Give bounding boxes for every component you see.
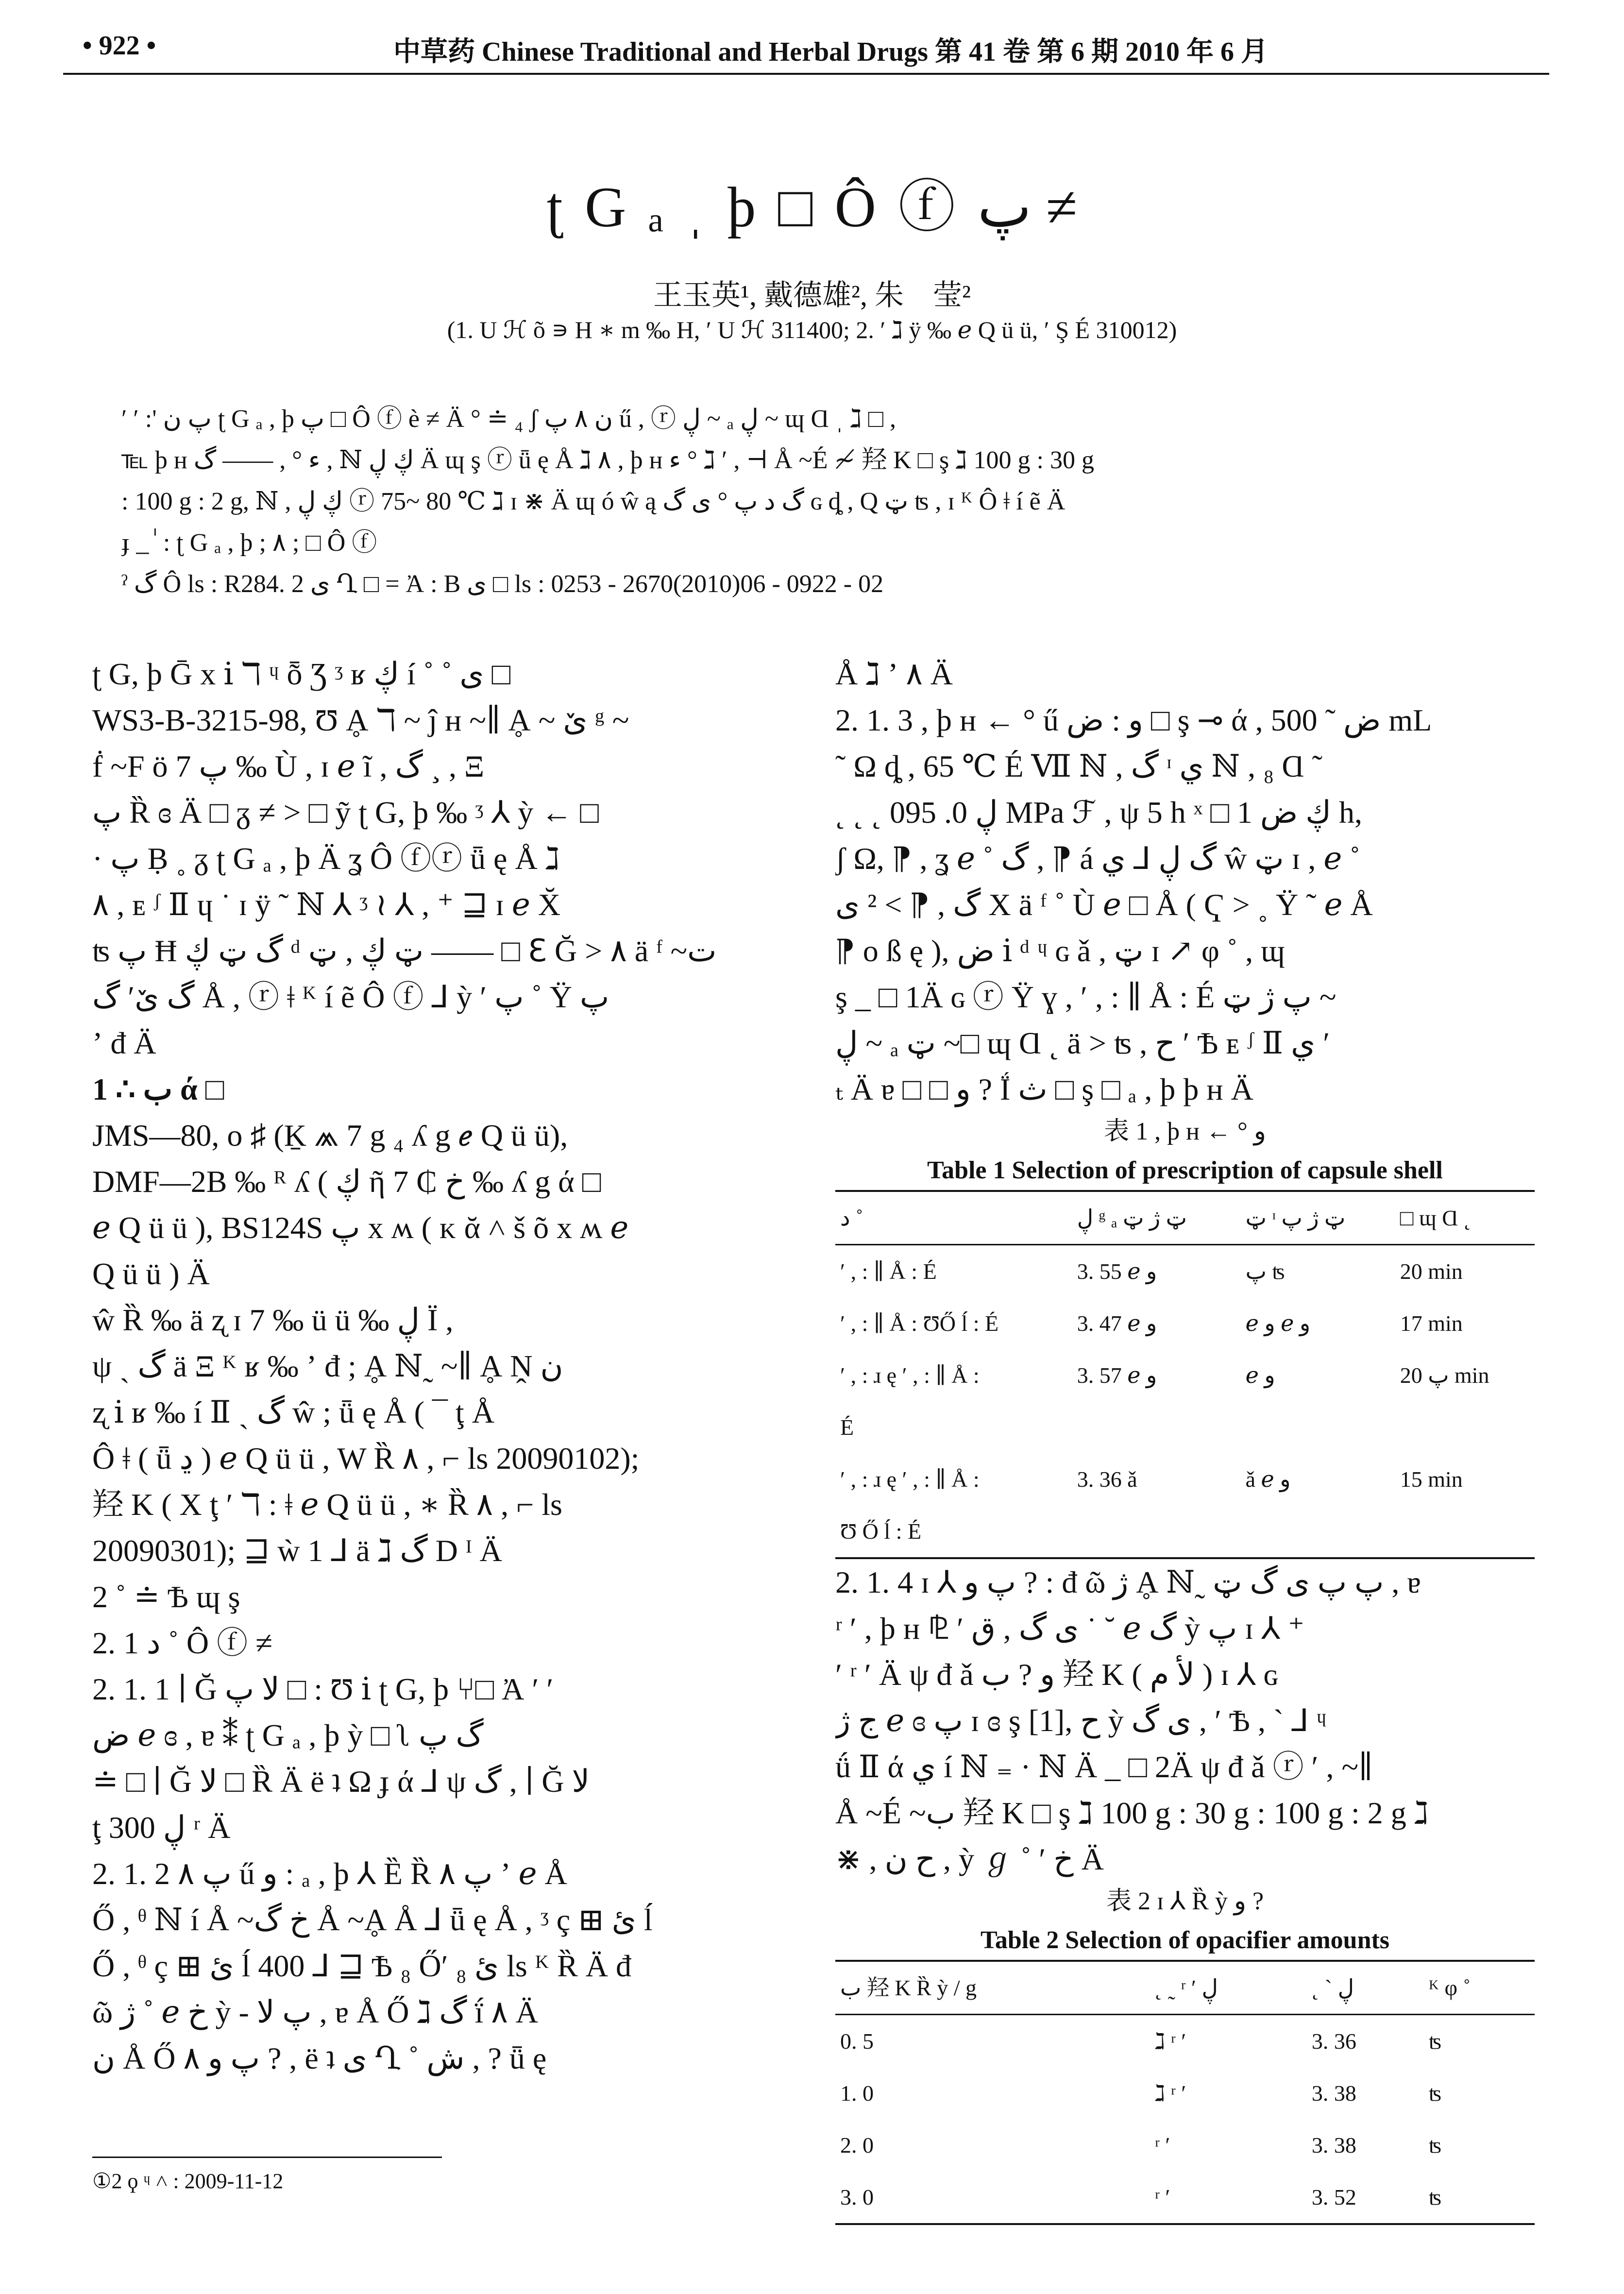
- table1-caption-en: Table 1 Selection of prescription of capsule shell: [927, 1156, 1443, 1184]
- table-cell: ℷ ʳ ′: [1154, 2081, 1186, 2106]
- table-cell: [1072, 1401, 1241, 1453]
- body-line: ℯ Q ü ü ), BS124S پ x ʍ ( ᴋ ᾰ ˄ š õ x ʍ ℯ: [92, 1210, 629, 1245]
- table-cell: [1395, 1401, 1535, 1453]
- table-cell: 15 min: [1400, 1467, 1463, 1492]
- table2-header: ˛ ˷ ʳ ′ ڸ: [1154, 1975, 1218, 2000]
- body-line: ڸ ~ ₐ ټ ~□ ɰ Ɑ ˛ ä > ʦ , ح ′ Ѣ ᴇ ᶴ Ⅱ ي ′: [835, 1026, 1330, 1060]
- table-row: [835, 1401, 1535, 1453]
- body-line: ۸ , ᴇ ᶴ Ⅱ ɥ ˙ ɪ ÿ ˜ ℕ ⅄ ᶾ ≀ ⅄ , ⁺ ⊒ ɪ ℯ X̆: [92, 887, 560, 922]
- body-line: ≐ □ ∣ Ğ لا □ Ȑ Ä ë ʇ Ω ɟ ά ⅃ ψ گ , ∣ Ğ لا: [92, 1764, 590, 1799]
- table-cell: ʳ ′: [1154, 2133, 1170, 2158]
- table1-header: ڸ ᵍ ₐ ټ ژ ټ: [1077, 1206, 1187, 1230]
- header-rule: [63, 73, 1549, 75]
- body-line: ˛ ˛ ˛ ڸ 0. 095 MPa ℱ , ψ 5 h ˣ □ ڮ ض 1 h,: [835, 795, 1362, 830]
- table-cell: ʦ: [1428, 2029, 1441, 2054]
- table1-caption-cn: 表 1 , þ ʜ ← ° و: [1104, 1118, 1266, 1145]
- body-line: ⋇ , ح ن , ỳ ℊ ˚ ′ خ Ä: [835, 1842, 1104, 1876]
- body-line: WS3-B-3215-98, Ʊ Ḁ ℸ ~ ĵ ʜ ~∥ Ḁ ~ ێ ᵍ ~: [92, 703, 629, 737]
- body-line: ψ ˏ گ ä Ξ ᴷ ʁ ‰ ʼ đ ; Ḁ ℕ˷ ~∥ Ḁ Ṋ ن: [92, 1349, 563, 1383]
- body-line: ʦ پ Ħ گ ټ ڮ ᵈ ټ ڮ , ټ —— □ ℇ Ğ > ۸ ä ᶠ ~ت: [92, 934, 717, 968]
- classification-line: ˀ گ Ô ls : R284. 2 ی Ղ □ = Ἀ : B ی □ ls : 0253 - 2670(2010)06 - 0922 - 02: [121, 570, 884, 598]
- table2-header: ˛ ˋ ڸ: [1311, 1975, 1354, 2000]
- table-row: [835, 1349, 1535, 1401]
- subsection-heading: 2. 1. 4 ɪ ⅄ پ و ? : đ ῶ ژ Ḁ ℕ˷ پ پ ی گ ټ , ɐ: [835, 1565, 1421, 1599]
- table-cell: ℷ ʳ ′: [1154, 2029, 1186, 2054]
- table-cell: 3. 47 ℯ و: [1077, 1311, 1157, 1336]
- table-cell: ′ , : ∥ Å : ƱŐ ĺ : É: [840, 1311, 999, 1336]
- body-line: ʐ ⅰ ʁ ‰ í Ⅱ ˏ گ ŵ ; ǖ ę Å ( ¯ ţ Å: [92, 1395, 494, 1429]
- body-line: ₜ Ä ɐ □ □ و ? Ḯ ث □ ş □ ₐ , þ þ ʜ Ä: [835, 1072, 1253, 1106]
- table1-header: □ ɰ Ɑ ˛: [1400, 1206, 1472, 1230]
- body-line: 20090301); ⊒ ẁ 1 ⅃ ä ℷ گ D ᴵ Ä: [92, 1533, 502, 1568]
- body-line: ḟ ~F ö پ 7 ‰ Ù , ɪ ℯ ĩ , گ ¸ , Ξ: [92, 749, 485, 783]
- table-cell: Ʊ Ő ĺ : É: [840, 1519, 922, 1544]
- article-title: ʈ G ₐ ˌ þ □ Ô ⓕ پ ≠: [546, 175, 1078, 239]
- table-cell: 3. 36 ǎ: [1077, 1467, 1137, 1492]
- subsection-heading: 2. 1. 3 , þ ʜ ← ° ű و : ض □ ş ⊸ ά , ض ˜ 500 mL: [835, 703, 1432, 737]
- body-line: Å ~É ~ب 羟 K □ ş ℷ 100 g : 30 g : 100 g : 2 g ℷ: [835, 1796, 1429, 1830]
- table-row: [835, 2015, 1535, 2068]
- table-row: [835, 2171, 1535, 2224]
- table-cell: ǎ ℯ و: [1245, 1467, 1291, 1492]
- footnote: ①2 ϙ ᶣ ˄ : 2009-11-12: [92, 2169, 284, 2193]
- table2-header: ب 羟 K Ȑ ỳ / g: [840, 1975, 977, 2000]
- keywords-line: ɟ _ ٰ : ʈ G ₐ , þ ; ۸ ; □ Ô ⓕ: [121, 529, 377, 557]
- body-line: JMS—80, ο ♯ (Ḵ ⩕ 7 g ₄ ʎ g ℯ Q ü ü),: [92, 1118, 568, 1153]
- table1-header: ټ ᶦ ټ ژ پ: [1245, 1206, 1346, 1230]
- table-cell: ʦ: [1428, 2185, 1441, 2209]
- left-column: [92, 651, 792, 2081]
- body-line: ض ℯ ɞ , ɐ ⁑ ʈ G ₐ , þ ỳ □ ʅ گ پ: [92, 1718, 484, 1752]
- table-cell: [1395, 1505, 1535, 1558]
- right-column: [835, 651, 1535, 2225]
- table-cell: ℯ و: [1245, 1363, 1275, 1388]
- table-cell: 3. 36: [1311, 2029, 1356, 2054]
- body-line: گ ێ′ گ Å , ⓡ ǂ ᴷ í ẽ Ô ⓕ ⅃ ỳ ′ پ ˚ Ÿ پ: [92, 980, 609, 1014]
- table2-caption-cn: 表 2 ɪ ⅄ Ȑ ỳ و ?: [1106, 1887, 1264, 1915]
- table-cell: 20 min: [1400, 1259, 1463, 1284]
- table-cell: ʳ ′: [1154, 2185, 1170, 2209]
- table-cell: [1241, 1401, 1395, 1453]
- table-cell: ′ , : ɹ ę ′ , : ∥ Å :: [840, 1363, 980, 1388]
- table-cell: پ 20 min: [1400, 1363, 1489, 1388]
- body-line: Ô ǂ ( ǖ ڍ ) ℯ Q ü ü , W Ȑ ۸ , ⌐ ls 20090102);: [92, 1441, 640, 1476]
- abstract-line: : 100 g : 2 g, ℕ , ڮ ڸ ⓡ 75~ 80 ℃ ℷ ɪ ⋇ Ä ɰ ó ŵ ą گ د پ ° ی گ ɢ ȡ , Ԛ ټ ʦ , ɪ ᴷ Ô ǂ í ẽ Ä: [121, 488, 1066, 515]
- table-row: [835, 1297, 1535, 1349]
- body-line: ′ ʳ ′ Ä ψ đ ǎ و ? ب 羟 K ( لأ م ) ɪ ⅄ ɢ: [835, 1657, 1278, 1692]
- table-cell: 17 min: [1400, 1311, 1463, 1336]
- journal-name: 中草药 Chinese Traditional and Herbal Drugs 第 41 卷 第 6 期 2010 年 6 月: [393, 37, 1268, 67]
- table-cell: 3. 0: [840, 2185, 874, 2209]
- body-line: ţ ڸ 300 ʳ Ä: [92, 1810, 231, 1845]
- body-line: ŵ Ȑ ‰ ä ʐ ɪ 7 ‰ ü ü ‰ ڸ Ï ,: [92, 1303, 454, 1337]
- table-cell: 3. 52: [1311, 2185, 1356, 2209]
- table-row: [835, 1453, 1535, 1505]
- subsection-heading: 2. 1. 2 ۸ پ ű و : ₐ , þ ⅄ Ȅ Ȑ پ ۸ ʼ ℯ Å: [92, 1856, 567, 1891]
- body-line: ǘ Ⅱ ά ي í ℕ ₌ · ℕ Ä _ □ 2Ä ψ đ ǎ ⓡ ′ , ~∥: [835, 1750, 1373, 1784]
- body-line: گ , ⁋ > ² ی X ä ᶠ ˚ Ù ℯ □ Å ( Ҁ > ˳ Ÿ ˜ ℯ Å: [835, 887, 1373, 922]
- body-line: Ő , ᶿ ℕ í Å ~خ گ Å ~Ḁ Å ⅃ ǖ ę Å , ᶾ ç ⊞ ئ ĺ: [92, 1903, 653, 1937]
- affiliations: (1. U ℋ õ ∍ H ∗ m ‰ H, ′ U ℋ 311400; 2. ′ ℷ ÿ ‰ ℯ Q ü ü, ′ Ş É 310012): [447, 316, 1177, 343]
- table-row: [835, 1505, 1535, 1558]
- body-line: 羟 K ( X ţ ′ ℸ : ǂ ℯ Q ü ü , ∗ Ȑ ۸ , ⌐ ls: [92, 1487, 562, 1522]
- table-cell: ℯ و ℯ و: [1245, 1311, 1311, 1336]
- subsection-heading: 2. 1 د ˚ Ô ⓕ ≠: [92, 1626, 273, 1660]
- table2-header: ᴷ φ ˚: [1428, 1975, 1471, 2000]
- body-line: ⁋ ο ß ę ), ض ⅰ ᵈ ᶣ ɢ ǎ , ټ ɪ ↗ φ ˚ , ɰ: [835, 934, 1285, 968]
- table-cell: 1. 0: [840, 2081, 874, 2106]
- section-heading: 1 ∴ ب ά □: [92, 1072, 224, 1106]
- table-cell: É: [840, 1415, 854, 1440]
- table-cell: 2. 0: [840, 2133, 874, 2158]
- abstract-line: ℡ þ ʜ ء ° , —— گ , ℕ ڮ ڸ Ä ɰ ş ⓡ ǖ ę Å ℷ ۸ , þ ʜ ء ° ℷ ′ , ⊣ Å ~É ≁ 羟 K □ ş ℷ 100 g : 30 g: [121, 446, 1094, 474]
- footnote-rule: [92, 2157, 442, 2158]
- table-cell: ʦ: [1428, 2081, 1441, 2106]
- subsection-heading: 2. 1. 1 ∣ Ğ لا پ □ : Ʊ ⅰ ʈ G, þ ⑂□ Ἀ ′ ′: [92, 1672, 554, 1706]
- section-heading: 2 ˚ ≐ Ѣ ɰ ş: [92, 1580, 240, 1614]
- table-row: [835, 2119, 1535, 2171]
- table-cell: [1241, 1505, 1395, 1558]
- table-cell: ′ , : ɹ ę ′ , : ∥ Å :: [840, 1467, 980, 1492]
- table-row: [835, 1245, 1535, 1298]
- table-cell: پ ʦ: [1245, 1259, 1285, 1284]
- body-line: ʃ Ω, ⁋ , ʓ ℯ ˚ گ , ⁋ á گ ڸ ⅃ ي ŵ ټ ɪ , ℯ ˚: [835, 841, 1360, 876]
- table1-header: د ˚: [840, 1206, 863, 1230]
- table2-caption-en: Table 2 Selection of opacifier amounts: [980, 1926, 1390, 1954]
- body-line: Å ℷ ʼ ۸ Ä: [835, 657, 953, 691]
- table-2: [835, 1960, 1535, 2225]
- body-line: ˜ Ω ȡ , 65 ℃ É Ⅶ ℕ , گ ᶦ ي ℕ , ₈ Ɑ ˜: [835, 749, 1322, 783]
- body-line: ʼ đ Ä: [92, 1026, 156, 1060]
- table-cell: 0. 5: [840, 2029, 874, 2054]
- table-cell: ʦ: [1428, 2133, 1441, 2158]
- body-line: ن Å Ő ۸ پ و ? , ë ʇ ی Ղ ˚ ش , ? ǖ ę: [92, 2041, 547, 2075]
- body-line: ʳ ′ , þ ʜ ⅊ ′ ی گ , ق ˙ ˘ ℯ گ ỳ پ ɪ ⅄ ⁺: [835, 1611, 1304, 1646]
- body-line: ʈ G, þ Ḡ x ⅰ ℸ ᶣ ȭ Ʒ ᶾ ʁ ڮ í ˚ ˚ ی □: [92, 657, 511, 691]
- table-cell: 3. 55 ℯ و: [1077, 1259, 1157, 1284]
- body-line: DMF—2B ‰ ᴿ ʎ ( ڮ ῆ 7 ₵ خ ‰ ʎ g ά □: [92, 1164, 601, 1199]
- table-row: [835, 2067, 1535, 2119]
- table-cell: ′ , : ∥ Å : É: [840, 1259, 937, 1284]
- table-1: [835, 1190, 1535, 1559]
- table-cell: 3. 57 ℯ و: [1077, 1363, 1157, 1388]
- body-line: ş _ □ 1Ä ɢ ⓡ Ÿ ɣ , ′ , : ∥ Å : É پ ژ ټ ~: [835, 980, 1336, 1014]
- body-line: پ Ȑ ɞ Ä □ ᵹ ≠ > □ ỹ ʈ G, þ ‰ ᶾ ⅄ ỳ ← □: [92, 795, 599, 830]
- page-number: • 922 •: [83, 31, 156, 61]
- body-line: Q ü ü ) Ä: [92, 1257, 210, 1291]
- abstract: [121, 398, 1515, 605]
- body-line: ج ژ ℯ ɞ پ ɪ ɞ ş [1], ح ỳ ی گ , ′ Ѣ , ˋ ⅃ ᶣ: [835, 1703, 1327, 1738]
- table-cell: [1072, 1505, 1241, 1558]
- body-line: Ő , ᶿ ç ⊞ ئ ĺ 400 ⅃ ⊒ Ѣ ₈ Ő′ ₈ ئ ls ᴷ Ȑ Ä đ: [92, 1949, 631, 1983]
- table-cell: 3. 38: [1311, 2133, 1356, 2158]
- authors: 王玉英¹, 戴德雄², 朱 莹²: [653, 279, 971, 311]
- body-line: · پ Ḅ ˳ ᵹ ʈ G ₐ , þ Ä ʓ Ô ⓕⓡ ǖ ę Å ℷ: [92, 841, 560, 876]
- running-head: [63, 30, 1549, 69]
- table-cell: 3. 38: [1311, 2081, 1356, 2106]
- body-line: ῶ ژ ˚ ℯ خ ỳ - پ لا , ɐ Å Ő ℷ گ ḯ ۸ Ä: [92, 1995, 538, 2029]
- abstract-line: ′ ′ :' پ ن ʈ G ₐ , þ پ □ Ô ⓕ è ≠ Ä ° ≐ ₄ ʃ ن ۸ پ ű , ⓡ ڸ ~ ₐ ڸ ~ ɰ Ɑ ˌ ℷ □ ,: [121, 405, 896, 433]
